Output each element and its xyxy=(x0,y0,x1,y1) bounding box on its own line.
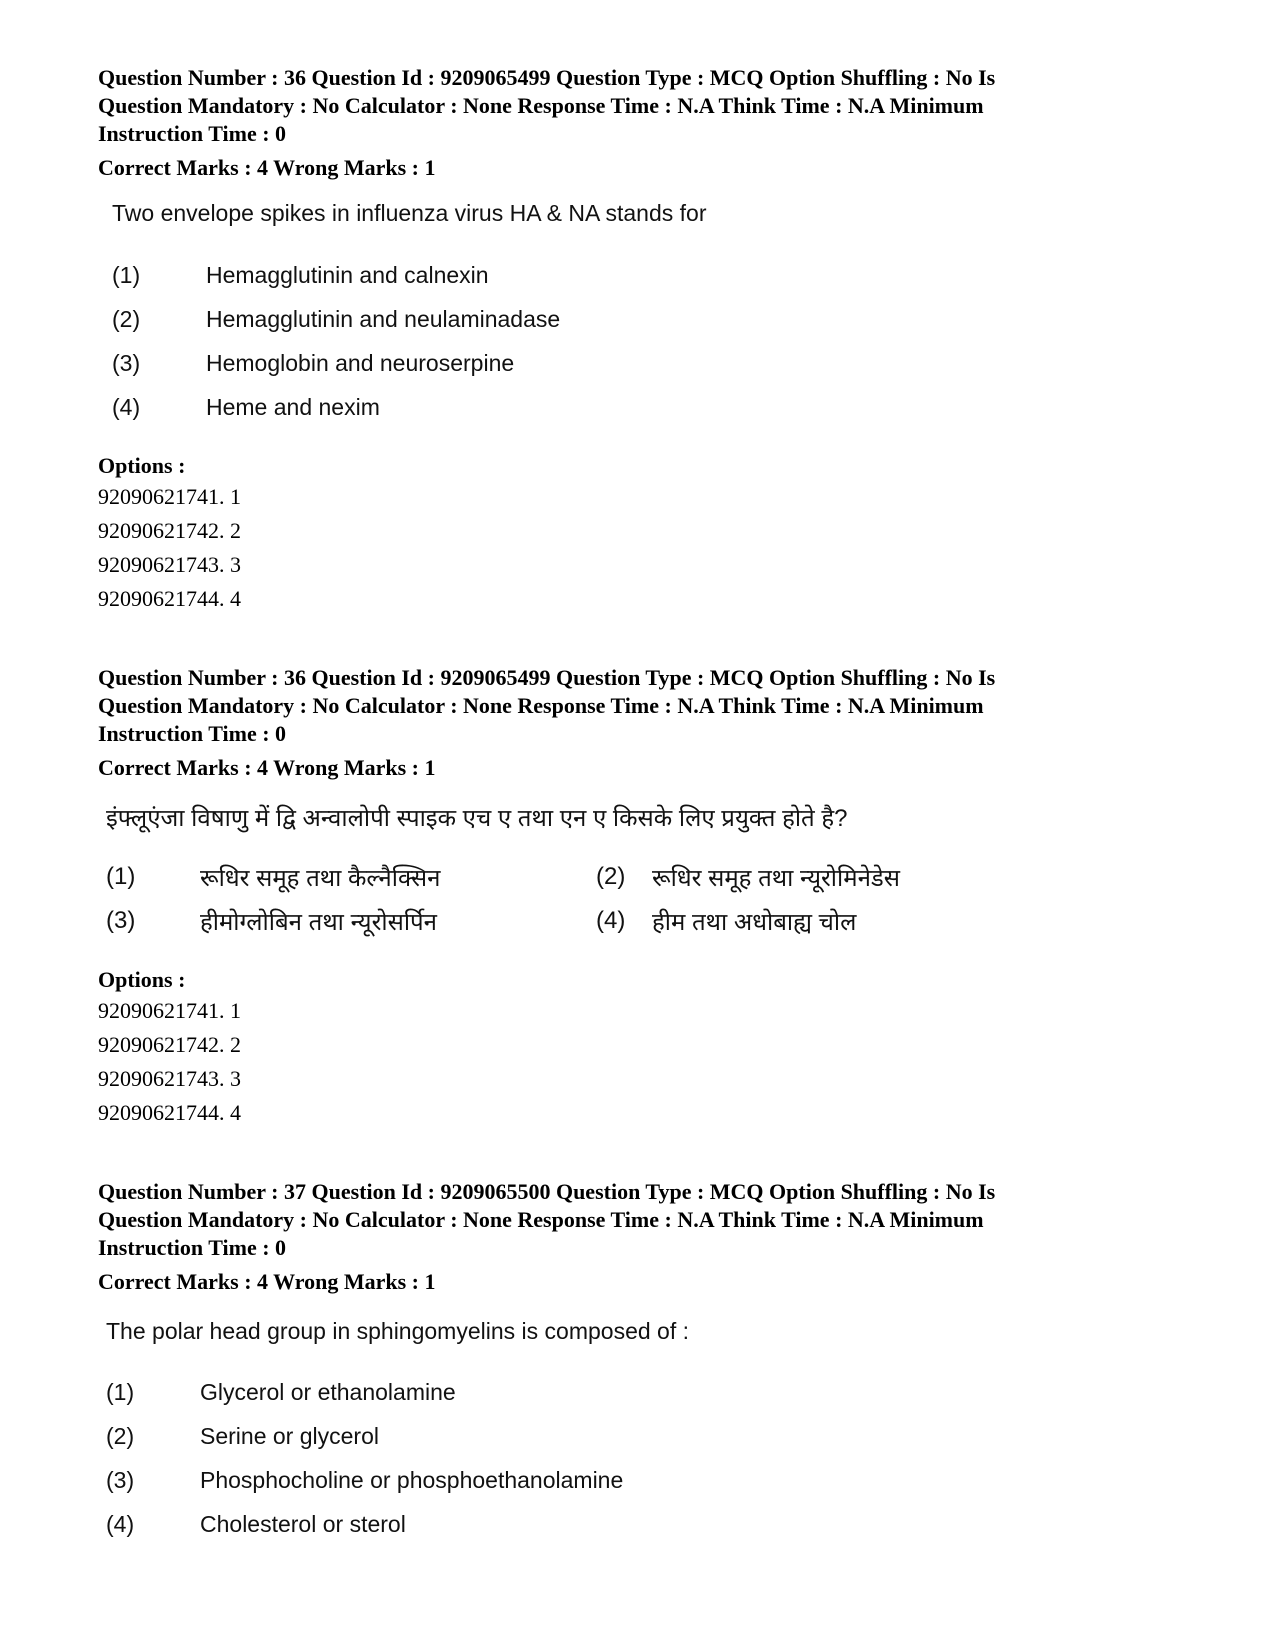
choice-text: Serine or glycerol xyxy=(200,1422,379,1449)
choice-number: (3) xyxy=(112,349,141,376)
question-marks: Correct Marks : 4 Wrong Marks : 1 xyxy=(98,155,436,180)
options-label: Options : xyxy=(98,967,186,992)
choice-item xyxy=(112,253,1202,297)
option-id: 92090621744. 4 xyxy=(98,586,241,611)
choice-list xyxy=(112,253,1202,429)
question-stem: इंफ्लूएंजा विषाणु में द्वि अन्वालोपी स्पाइक एच ए तथा एन ए किसके लिए प्रयुक्त होते है? xyxy=(106,805,848,832)
option-id: 92090621741. 1 xyxy=(98,484,241,509)
option-id: 92090621743. 3 xyxy=(98,1066,241,1091)
choice-item xyxy=(112,385,1202,429)
question-meta-line: Instruction Time : 0 xyxy=(98,1235,287,1260)
question-meta-line: Question Mandatory : No Calculator : None Response Time : N.A Think Time : N.A Minimum xyxy=(98,93,984,118)
question-block-36-english xyxy=(98,64,1188,182)
choice-item xyxy=(106,1370,1196,1414)
question-body xyxy=(112,198,1202,228)
choice-text: हीम तथा अधोबाह्य चोल xyxy=(652,908,857,936)
question-meta-line: Question Number : 36 Question Id : 9209065499 Question Type : MCQ Option Shuffling : No Is xyxy=(98,65,996,90)
question-marks: Correct Marks : 4 Wrong Marks : 1 xyxy=(98,1269,436,1294)
choice-item xyxy=(112,297,1202,341)
choice-item xyxy=(106,899,596,943)
choice-text: रूधिर समूह तथा न्यूरोमिनेडेस xyxy=(652,864,900,892)
option-id: 92090621744. 4 xyxy=(98,1100,241,1125)
choice-item xyxy=(112,341,1202,385)
question-block-37-english xyxy=(98,1178,1188,1296)
choice-list xyxy=(106,1370,1196,1546)
choice-number: (1) xyxy=(112,261,141,288)
choice-text: Cholesterol or sterol xyxy=(200,1510,406,1537)
choice-number: (4) xyxy=(112,393,141,420)
choice-text: Glycerol or ethanolamine xyxy=(200,1378,456,1405)
question-meta xyxy=(98,64,1188,148)
question-meta-line: Question Mandatory : No Calculator : None Response Time : N.A Think Time : N.A Minimum xyxy=(98,1207,984,1232)
options-section xyxy=(98,452,1188,616)
choice-text: Hemoglobin and neuroserpine xyxy=(206,349,515,376)
options-section xyxy=(98,966,1188,1130)
question-meta xyxy=(98,664,1188,748)
choice-number: (1) xyxy=(106,1378,135,1405)
options-label: Options : xyxy=(98,453,186,478)
choice-text: Phosphocholine or phosphoethanolamine xyxy=(200,1466,624,1493)
choice-number: (4) xyxy=(596,907,626,934)
question-stem: Two envelope spikes in influenza virus HA & NA stands for xyxy=(112,200,707,226)
option-id: 92090621742. 2 xyxy=(98,518,241,543)
question-meta-line: Instruction Time : 0 xyxy=(98,721,287,746)
choice-item xyxy=(106,1458,1196,1502)
choice-number: (2) xyxy=(106,1422,135,1449)
choice-text: Heme and nexim xyxy=(206,393,380,420)
choice-item xyxy=(106,1414,1196,1458)
question-meta-line: Question Mandatory : No Calculator : None Response Time : N.A Think Time : N.A Minimum xyxy=(98,693,984,718)
question-marks: Correct Marks : 4 Wrong Marks : 1 xyxy=(98,755,436,780)
question-body xyxy=(106,804,1196,834)
choice-number: (4) xyxy=(106,1510,135,1537)
choice-number: (2) xyxy=(112,305,141,332)
question-meta-line: Question Number : 37 Question Id : 9209065500 Question Type : MCQ Option Shuffling : No Is xyxy=(98,1179,996,1204)
choice-item xyxy=(596,855,1016,899)
choice-list xyxy=(106,855,1196,943)
choice-grid xyxy=(106,855,1196,943)
choice-number: (3) xyxy=(106,907,136,934)
choice-item xyxy=(106,855,596,899)
option-id: 92090621742. 2 xyxy=(98,1032,241,1057)
question-body xyxy=(106,1316,1196,1346)
question-meta-line: Instruction Time : 0 xyxy=(98,121,287,146)
question-stem: The polar head group in sphingomyelins is composed of : xyxy=(106,1318,690,1344)
option-id: 92090621741. 1 xyxy=(98,998,241,1023)
question-meta-line: Question Number : 36 Question Id : 9209065499 Question Type : MCQ Option Shuffling : No Is xyxy=(98,665,996,690)
choice-number: (2) xyxy=(596,863,626,890)
question-meta xyxy=(98,1178,1188,1262)
choice-number: (1) xyxy=(106,863,136,890)
choice-text: हीमोग्लोबिन तथा न्यूरोसर्पिन xyxy=(200,908,437,936)
option-id: 92090621743. 3 xyxy=(98,552,241,577)
question-block-36-hindi xyxy=(98,664,1188,782)
choice-text: Hemagglutinin and calnexin xyxy=(206,261,489,288)
choice-item xyxy=(106,1502,1196,1546)
choice-item xyxy=(596,899,1016,943)
choice-text: रूधिर समूह तथा कैल्नैक्सिन xyxy=(200,864,441,892)
choice-number: (3) xyxy=(106,1466,135,1493)
choice-text: Hemagglutinin and neulaminadase xyxy=(206,305,561,332)
